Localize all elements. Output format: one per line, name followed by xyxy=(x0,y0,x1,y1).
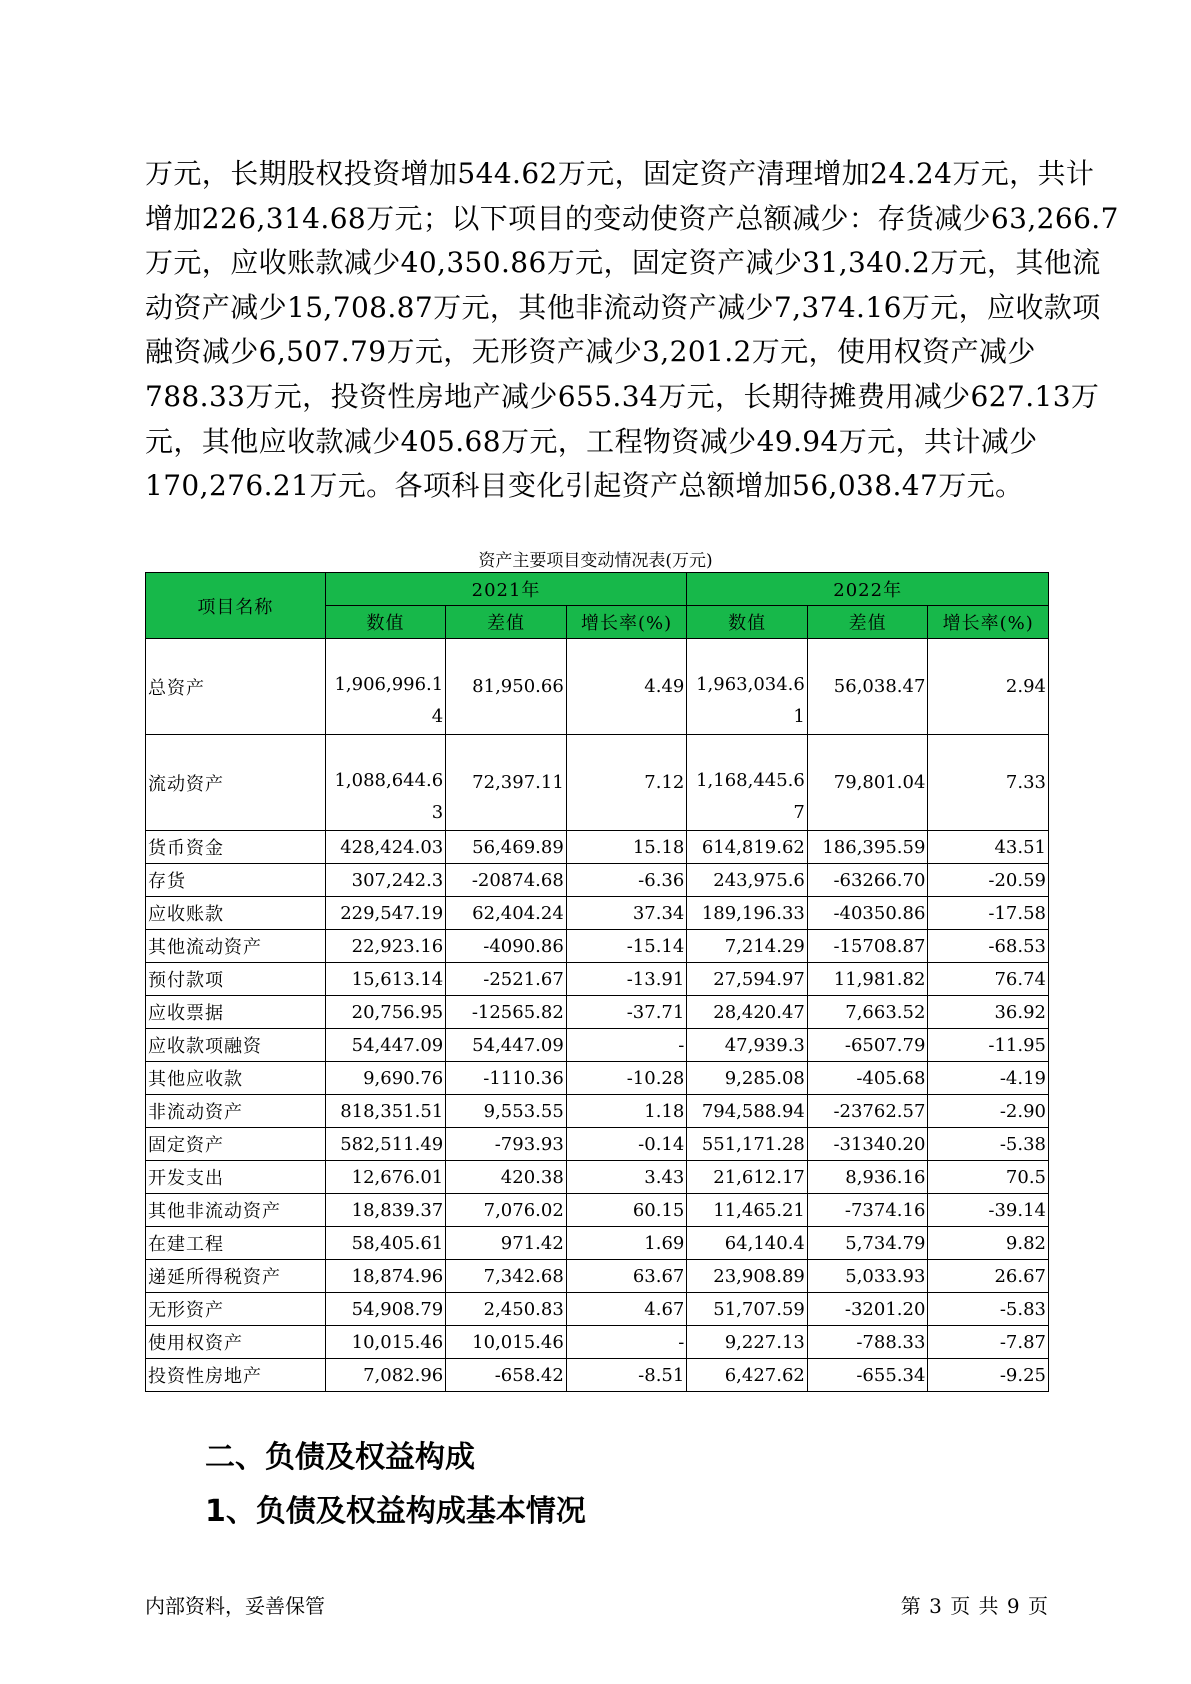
diff-2021-cell: 971.42 xyxy=(446,1227,567,1260)
table-caption: 资产主要项目变动情况表(万元) xyxy=(478,551,713,571)
item-name-cell: 其他流动资产 xyxy=(146,930,326,963)
header-value-2021: 数值 xyxy=(325,606,446,639)
diff-2021-cell: -2521.67 xyxy=(446,963,567,996)
item-name-cell: 投资性房地产 xyxy=(146,1359,326,1392)
header-year-2022: 2022年 xyxy=(687,573,1049,606)
table-row xyxy=(146,1029,1049,1062)
value-2022-cell: 614,819.62 xyxy=(687,831,808,864)
value-2022-cell-line2: 7 xyxy=(793,802,805,823)
rate-2022-cell: 7.33 xyxy=(928,735,1049,831)
table-row xyxy=(146,1293,1049,1326)
diff-2022-cell: -31340.20 xyxy=(807,1128,928,1161)
header-rate-2022: 增长率(%) xyxy=(928,606,1049,639)
rate-2022-cell: -39.14 xyxy=(928,1194,1049,1227)
value-2022-cell: 9,227.13 xyxy=(687,1326,808,1359)
table-row xyxy=(146,864,1049,897)
value-2022-cell: 28,420.47 xyxy=(687,996,808,1029)
diff-2021-cell: 54,447.09 xyxy=(446,1029,567,1062)
value-2021-cell: 582,511.49 xyxy=(325,1128,446,1161)
rate-2022-cell: 26.67 xyxy=(928,1260,1049,1293)
item-name-cell: 应收款项融资 xyxy=(146,1029,326,1062)
rate-2022-cell: -4.19 xyxy=(928,1062,1049,1095)
rate-2022-cell: -68.53 xyxy=(928,930,1049,963)
paragraph-line: 融资减少6,507.79万元，无形资产减少3,201.2万元，使用权资产减少 xyxy=(145,335,1036,369)
value-2021-cell: 15,613.14 xyxy=(325,963,446,996)
diff-2021-cell: 10,015.46 xyxy=(446,1326,567,1359)
table-row xyxy=(146,996,1049,1029)
value-2021-cell: 54,447.09 xyxy=(325,1029,446,1062)
diff-2022-cell: -788.33 xyxy=(807,1326,928,1359)
value-2022-cell: 23,908.89 xyxy=(687,1260,808,1293)
header-diff-2021: 差值 xyxy=(446,606,567,639)
diff-2022-cell: 5,033.93 xyxy=(807,1260,928,1293)
rate-2021-cell: 37.34 xyxy=(566,897,687,930)
diff-2021-cell: 2,450.83 xyxy=(446,1293,567,1326)
value-2022-cell: 51,707.59 xyxy=(687,1293,808,1326)
rate-2021-cell: 7.12 xyxy=(566,735,687,831)
value-2021-cell: 307,242.3 xyxy=(325,864,446,897)
diff-2022-cell: 5,734.79 xyxy=(807,1227,928,1260)
rate-2021-cell: 1.18 xyxy=(566,1095,687,1128)
diff-2021-cell: 62,404.24 xyxy=(446,897,567,930)
table-row xyxy=(146,1359,1049,1392)
rate-2021-cell: 4.67 xyxy=(566,1293,687,1326)
value-2021-cell: 818,351.51 xyxy=(325,1095,446,1128)
item-name-cell: 其他非流动资产 xyxy=(146,1194,326,1227)
value-2022-cell-line2: 1 xyxy=(793,706,805,727)
rate-2021-cell: -10.28 xyxy=(566,1062,687,1095)
value-2022-cell-line1: 1,168,445.6 xyxy=(696,770,805,791)
diff-2021-cell: -1110.36 xyxy=(446,1062,567,1095)
item-name-cell: 递延所得税资产 xyxy=(146,1260,326,1293)
table-row xyxy=(146,963,1049,996)
paragraph-line: 动资产减少15,708.87万元，其他非流动资产减少7,374.16万元，应收款项 xyxy=(145,290,1101,324)
asset-change-table xyxy=(145,572,1049,1392)
rate-2021-cell: -37.71 xyxy=(566,996,687,1029)
value-2022-cell: 47,939.3 xyxy=(687,1029,808,1062)
value-2022-cell: 21,612.17 xyxy=(687,1161,808,1194)
paragraph-line: 万元，长期股权投资增加544.62万元，固定资产清理增加24.24万元，共计 xyxy=(145,157,1095,190)
rate-2021-cell: -6.36 xyxy=(566,864,687,897)
diff-2022-cell: -7374.16 xyxy=(807,1194,928,1227)
table-row xyxy=(146,1095,1049,1128)
value-2021-cell: 7,082.96 xyxy=(325,1359,446,1392)
header-diff-2022: 差值 xyxy=(807,606,928,639)
value-2022-cell: 794,588.94 xyxy=(687,1095,808,1128)
diff-2021-cell: 420.38 xyxy=(446,1161,567,1194)
rate-2021-cell: -15.14 xyxy=(566,930,687,963)
subsection-heading: 1、负债及权益构成基本情况 xyxy=(205,1494,586,1529)
rate-2022-cell: 43.51 xyxy=(928,831,1049,864)
value-2021-cell xyxy=(325,735,446,831)
item-name-cell: 非流动资产 xyxy=(146,1095,326,1128)
rate-2021-cell: - xyxy=(566,1029,687,1062)
header-year-2021: 2021年 xyxy=(325,573,687,606)
value-2021-cell: 428,424.03 xyxy=(325,831,446,864)
diff-2022-cell: 186,395.59 xyxy=(807,831,928,864)
diff-2022-cell: -3201.20 xyxy=(807,1293,928,1326)
item-name-cell: 固定资产 xyxy=(146,1128,326,1161)
rate-2022-cell: 36.92 xyxy=(928,996,1049,1029)
item-name-cell: 其他应收款 xyxy=(146,1062,326,1095)
value-2021-cell-line1: 1,088,644.6 xyxy=(334,770,444,791)
diff-2021-cell: 9,553.55 xyxy=(446,1095,567,1128)
paragraph-line: 万元，应收账款减少40,350.86万元，固定资产减少31,340.2万元，其他流 xyxy=(145,246,1101,280)
rate-2022-cell: -7.87 xyxy=(928,1326,1049,1359)
diff-2022-cell: -15708.87 xyxy=(807,930,928,963)
section-heading: 二、负债及权益构成 xyxy=(205,1440,475,1475)
item-name-cell: 应收账款 xyxy=(146,897,326,930)
footer-page-number: 第 3 页 共 9 页 xyxy=(900,1594,1049,1618)
value-2022-cell: 551,171.28 xyxy=(687,1128,808,1161)
diff-2021-cell: 72,397.11 xyxy=(446,735,567,831)
value-2022-cell xyxy=(687,735,808,831)
rate-2021-cell: 63.67 xyxy=(566,1260,687,1293)
table-row xyxy=(146,1161,1049,1194)
diff-2021-cell: -793.93 xyxy=(446,1128,567,1161)
value-2022-cell-line1: 1,963,034.6 xyxy=(696,674,805,695)
rate-2022-cell: 9.82 xyxy=(928,1227,1049,1260)
value-2021-cell xyxy=(325,639,446,735)
value-2021-cell: 18,874.96 xyxy=(325,1260,446,1293)
table-row xyxy=(146,1194,1049,1227)
value-2021-cell-line2: 3 xyxy=(431,802,444,823)
value-2021-cell: 58,405.61 xyxy=(325,1227,446,1260)
value-2022-cell: 6,427.62 xyxy=(687,1359,808,1392)
item-name-cell: 预付款项 xyxy=(146,963,326,996)
value-2022-cell: 189,196.33 xyxy=(687,897,808,930)
rate-2022-cell: -17.58 xyxy=(928,897,1049,930)
diff-2022-cell: -6507.79 xyxy=(807,1029,928,1062)
rate-2022-cell: -5.83 xyxy=(928,1293,1049,1326)
diff-2022-cell: 8,936.16 xyxy=(807,1161,928,1194)
rate-2021-cell: -13.91 xyxy=(566,963,687,996)
value-2021-cell-line1: 1,906,996.1 xyxy=(334,674,444,695)
value-2021-cell: 10,015.46 xyxy=(325,1326,446,1359)
rate-2022-cell: -9.25 xyxy=(928,1359,1049,1392)
value-2021-cell: 229,547.19 xyxy=(325,897,446,930)
body-paragraph xyxy=(145,152,1119,509)
diff-2021-cell: -4090.86 xyxy=(446,930,567,963)
table-row xyxy=(146,735,1049,831)
table-row xyxy=(146,1326,1049,1359)
rate-2022-cell: -5.38 xyxy=(928,1128,1049,1161)
rate-2022-cell: 2.94 xyxy=(928,639,1049,735)
diff-2021-cell: 7,076.02 xyxy=(446,1194,567,1227)
rate-2021-cell: 15.18 xyxy=(566,831,687,864)
header-value-2022: 数值 xyxy=(687,606,808,639)
diff-2022-cell: -23762.57 xyxy=(807,1095,928,1128)
paragraph-line: 788.33万元，投资性房地产减少655.34万元，长期待摊费用减少627.13万 xyxy=(145,379,1100,413)
item-name-cell: 存货 xyxy=(146,864,326,897)
diff-2022-cell: -405.68 xyxy=(807,1062,928,1095)
item-name-cell: 总资产 xyxy=(146,639,326,735)
item-name-cell: 在建工程 xyxy=(146,1227,326,1260)
diff-2022-cell: 11,981.82 xyxy=(807,963,928,996)
value-2021-cell: 9,690.76 xyxy=(325,1062,446,1095)
value-2021-cell: 22,923.16 xyxy=(325,930,446,963)
value-2021-cell: 54,908.79 xyxy=(325,1293,446,1326)
diff-2022-cell: 56,038.47 xyxy=(807,639,928,735)
item-name-cell: 开发支出 xyxy=(146,1161,326,1194)
paragraph-line: 增加226,314.68万元；以下项目的变动使资产总额减少：存货减少63,266.7 xyxy=(145,201,1119,235)
rate-2021-cell: 3.43 xyxy=(566,1161,687,1194)
rate-2021-cell: 4.49 xyxy=(566,639,687,735)
rate-2022-cell: 76.74 xyxy=(928,963,1049,996)
value-2022-cell xyxy=(687,639,808,735)
value-2021-cell: 20,756.95 xyxy=(325,996,446,1029)
rate-2021-cell: 1.69 xyxy=(566,1227,687,1260)
diff-2021-cell: 7,342.68 xyxy=(446,1260,567,1293)
header-item-name: 项目名称 xyxy=(146,573,326,639)
rate-2022-cell: -2.90 xyxy=(928,1095,1049,1128)
table-row xyxy=(146,1128,1049,1161)
diff-2022-cell: -655.34 xyxy=(807,1359,928,1392)
diff-2021-cell: 56,469.89 xyxy=(446,831,567,864)
value-2021-cell: 12,676.01 xyxy=(325,1161,446,1194)
diff-2021-cell: -12565.82 xyxy=(446,996,567,1029)
diff-2022-cell: 79,801.04 xyxy=(807,735,928,831)
header-rate-2021: 增长率(%) xyxy=(566,606,687,639)
paragraph-line: 170,276.21万元。各项科目变化引起资产总额增加56,038.47万元。 xyxy=(145,469,1024,503)
item-name-cell: 使用权资产 xyxy=(146,1326,326,1359)
value-2022-cell: 11,465.21 xyxy=(687,1194,808,1227)
rate-2021-cell: -8.51 xyxy=(566,1359,687,1392)
table-row xyxy=(146,1260,1049,1293)
rate-2022-cell: -20.59 xyxy=(928,864,1049,897)
item-name-cell: 流动资产 xyxy=(146,735,326,831)
table-row xyxy=(146,1062,1049,1095)
diff-2021-cell: -658.42 xyxy=(446,1359,567,1392)
diff-2022-cell: 7,663.52 xyxy=(807,996,928,1029)
paragraph-line: 元，其他应收款减少405.68万元，工程物资减少49.94万元，共计减少 xyxy=(145,424,1038,458)
table-row xyxy=(146,897,1049,930)
value-2022-cell: 9,285.08 xyxy=(687,1062,808,1095)
table-row xyxy=(146,1227,1049,1260)
rate-2022-cell: 70.5 xyxy=(928,1161,1049,1194)
rate-2022-cell: -11.95 xyxy=(928,1029,1049,1062)
footer-confidential-note: 内部资料，妥善保管 xyxy=(145,1594,325,1618)
item-name-cell: 无形资产 xyxy=(146,1293,326,1326)
table-row xyxy=(146,930,1049,963)
rate-2021-cell: - xyxy=(566,1326,687,1359)
diff-2022-cell: -40350.86 xyxy=(807,897,928,930)
item-name-cell: 货币资金 xyxy=(146,831,326,864)
value-2022-cell: 64,140.4 xyxy=(687,1227,808,1260)
value-2021-cell-line2: 4 xyxy=(431,706,444,727)
diff-2022-cell: -63266.70 xyxy=(807,864,928,897)
diff-2021-cell: -20874.68 xyxy=(446,864,567,897)
rate-2021-cell: 60.15 xyxy=(566,1194,687,1227)
rate-2021-cell: -0.14 xyxy=(566,1128,687,1161)
value-2022-cell: 27,594.97 xyxy=(687,963,808,996)
value-2022-cell: 243,975.6 xyxy=(687,864,808,897)
table-row xyxy=(146,639,1049,735)
table-row xyxy=(146,831,1049,864)
value-2021-cell: 18,839.37 xyxy=(325,1194,446,1227)
value-2022-cell: 7,214.29 xyxy=(687,930,808,963)
item-name-cell: 应收票据 xyxy=(146,996,326,1029)
diff-2021-cell: 81,950.66 xyxy=(446,639,567,735)
